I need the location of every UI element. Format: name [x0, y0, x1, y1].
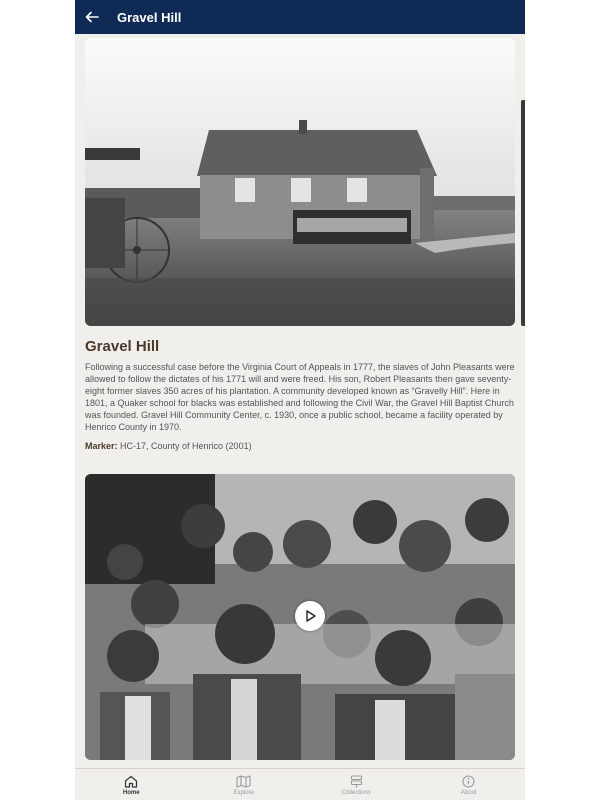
- arrow-left-icon: [85, 10, 99, 24]
- nav-explore[interactable]: [188, 769, 301, 800]
- info-icon: [462, 775, 475, 788]
- next-photo-peek[interactable]: [521, 100, 525, 326]
- site-description: Following a successful case before the Virginia Court of Appeals in 1777, the slaves of John Pleasants were allowed to follow the dictates of his 1771 will and were freed. His son, Robert Pleasants then gave seventy-eight former slaves 350 acres of his plantation. A community developed known as “Gravelly Hill”. Here in 1801, a Quaker school for blacks was established and following the Civil War, the Gravel Hill Baptist Church was founded. Gravel Hill Community Center, c. 1930, once a public school, became a facility operated by Henrico County in 1970.: [85, 362, 515, 432]
- signpost-icon: [350, 775, 363, 788]
- nav-home-label: Home: [122, 789, 140, 796]
- bottom-navigation: [75, 768, 525, 800]
- nav-about-label: About: [460, 789, 477, 796]
- video-player[interactable]: [85, 474, 515, 760]
- site-title: Gravel Hill: [85, 338, 160, 355]
- marker-label: Marker:: [85, 441, 118, 451]
- marker-info: [85, 441, 515, 451]
- nav-collections-label: Collections: [341, 789, 371, 796]
- top-app-bar: [75, 0, 525, 34]
- home-icon: [124, 775, 138, 788]
- play-button[interactable]: [295, 601, 325, 631]
- map-icon: [236, 775, 251, 788]
- nav-about[interactable]: [413, 769, 526, 800]
- nav-explore-label: Explore: [233, 789, 254, 796]
- site-details: [85, 338, 515, 451]
- marker-value: HC-17, County of Henrico (2001): [117, 441, 252, 451]
- schoolhouse-photo: [85, 38, 515, 326]
- hero-photo-schoolhouse[interactable]: [85, 38, 515, 326]
- app-screen: [75, 0, 525, 800]
- page-title: Gravel Hill: [117, 9, 182, 25]
- play-icon: [303, 609, 317, 623]
- nav-collections[interactable]: [300, 769, 413, 800]
- nav-home[interactable]: [75, 769, 188, 800]
- back-button[interactable]: [75, 0, 109, 34]
